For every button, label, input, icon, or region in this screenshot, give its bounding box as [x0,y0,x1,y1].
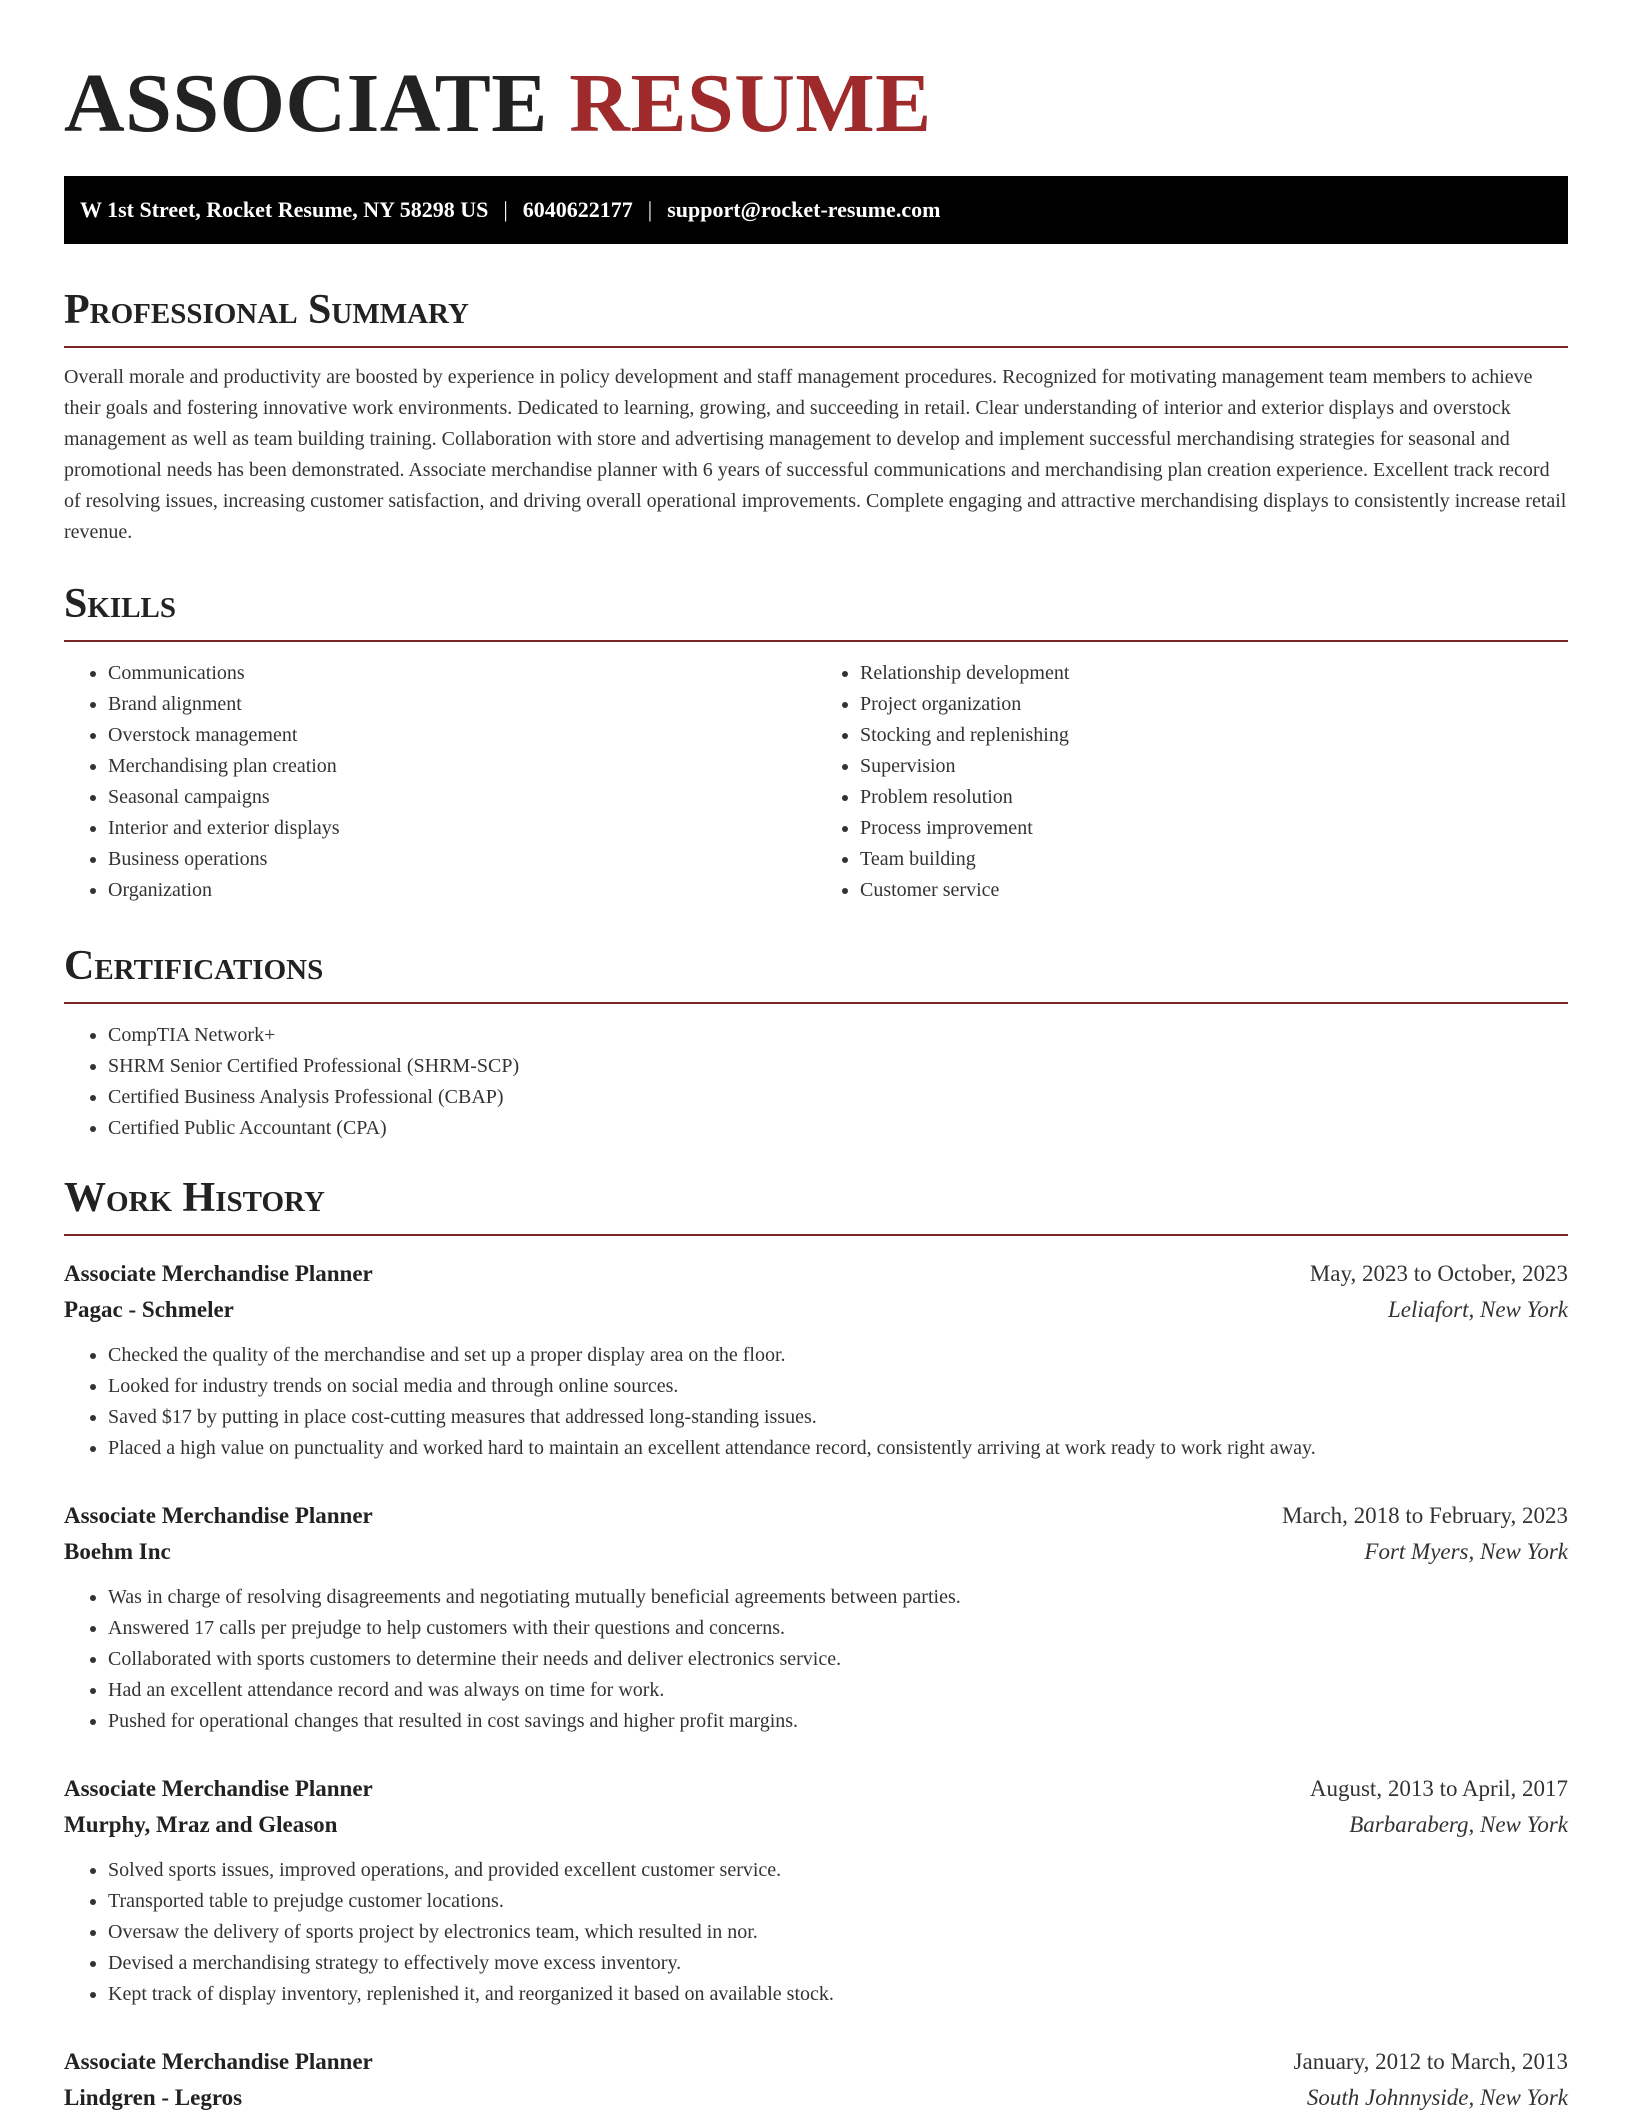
resume-title [64,0,1568,154]
skill-item: • Supervision [860,751,1568,782]
job-duty-item: • Looked for industry trends on social media and through online sources. [108,1371,1568,1402]
certification-item: • SHRM Senior Certified Professional (SHRM-SCP) [108,1051,1568,1082]
skills-columns [64,658,1568,906]
skill-item: • Team building [860,844,1568,875]
job-duty-item: • Placed a high value on punctuality and worked hard to maintain an excellent attendance record, consistently arriving at work ready to work right away. [108,1433,1568,1464]
job-company-row [64,1534,1568,1570]
job-dates: May, 2023 to October, 2023 [1309,1261,1568,1286]
job-entry [64,2044,1568,2116]
contact-bar [64,176,1568,244]
certifications-heading: Certifications [64,942,1568,1004]
job-duty-item: • Transported table to prejudge customer locations. [108,1886,1568,1917]
skills-section [64,580,1568,906]
job-duty-item: • Oversaw the delivery of sports project by electronics team, which resulted in nor. [108,1917,1568,1948]
job-entry [64,1498,1568,1737]
contact-separator: | [647,197,653,222]
job-duty-item: • Devised a merchandising strategy to effectively move excess inventory. [108,1948,1568,1979]
contact-separator: | [503,197,508,222]
skill-item: • Customer service [860,875,1568,906]
job-header-row [64,1498,1568,1534]
skill-item: • Project organization [860,689,1568,720]
skill-item: • Overstock management [108,720,816,751]
job-duties-list [64,1340,1568,1464]
title-accent: RESUME [569,57,932,150]
skill-item: • Brand alignment [108,689,816,720]
job-company-row [64,2080,1568,2116]
skill-item: • Problem resolution [860,782,1568,813]
job-location: South Johnnyside, New York [1306,2085,1568,2110]
job-header-row [64,1256,1568,1292]
skill-item: • Stocking and replenishing [860,720,1568,751]
skill-item: • Process improvement [860,813,1568,844]
skill-item: • Relationship development [860,658,1568,689]
job-dates: January, 2012 to March, 2013 [1293,2049,1568,2074]
job-duty-item: • Solved sports issues, improved operations, and provided excellent customer service. [108,1855,1568,1886]
summary-text: Overall morale and productivity are boosted by experience in policy development and staff management procedures. Recognized for motivating management team members to achieve their goals and fostering innovative work environments. Dedicated to learning, growing, and succeeding in retail. Clear understanding of interior and exterior displays and overstock management as well as team building training. Collaboration with store and advertising management to develop and implement successful merchandising strategies for seasonal and promotional needs has been demonstrated. Associate merchandise planner with 6 years of successful communications and merchandising plan creation experience. Excellent track record of resolving issues, increasing customer satisfaction, and driving overall operational improvements. Complete engaging and attractive merchandising displays to consistently increase retail revenue. [64,366,1567,543]
job-company: Pagac - Schmeler [64,1297,234,1322]
job-title: Associate Merchandise Planner [64,1776,373,1801]
contact-phone: 6040622177 [522,197,633,222]
skill-item: • Merchandising plan creation [108,751,816,782]
work-history-section [64,1174,1568,2116]
job-title: Associate Merchandise Planner [64,1261,373,1286]
certifications-section [64,942,1568,1144]
job-header-row [64,1771,1568,1807]
skills-heading: Skills [64,580,1568,642]
contact-email: support@rocket-resume.com [667,197,941,222]
job-location: Fort Myers, New York [1364,1539,1568,1564]
job-location: Leliafort, New York [1388,1297,1568,1322]
skill-item: • Seasonal campaigns [108,782,816,813]
certification-item: • CompTIA Network+ [108,1020,1568,1051]
job-duty-item: • Pushed for operational changes that resulted in cost savings and higher profit margins. [108,1706,1568,1737]
job-duty-item: • Collaborated with sports customers to determine their needs and deliver electronics service. [108,1644,1568,1675]
job-duties-list [64,1855,1568,2010]
job-title: Associate Merchandise Planner [64,2049,373,2074]
skill-item: • Organization [108,875,816,906]
work-history-heading: Work History [64,1174,1568,1236]
skill-item: • Business operations [108,844,816,875]
job-dates: August, 2013 to April, 2017 [1309,1776,1568,1801]
skill-item: • Communications [108,658,816,689]
job-company-row [64,1292,1568,1328]
title-main: ASSOCIATE [64,57,548,150]
skill-item: • Interior and exterior displays [108,813,816,844]
job-duty-item: • Checked the quality of the merchandise and set up a proper display area on the floor. [108,1340,1568,1371]
job-duty-item: • Saved $17 by putting in place cost-cutting measures that addressed long-standing issues. [108,1402,1568,1433]
job-duty-item: • Was in charge of resolving disagreements and negotiating mutually beneficial agreements between parties. [108,1582,1568,1613]
job-company: Lindgren - Legros [64,2085,243,2110]
job-duty-item: • Had an excellent attendance record and was always on time for work. [108,1675,1568,1706]
skills-list-right [816,658,1568,906]
job-duty-item: • Kept track of display inventory, replenished it, and reorganized it based on available stock. [108,1979,1568,2010]
job-entry [64,1256,1568,1464]
job-company: Boehm Inc [64,1539,171,1564]
summary-heading: Professional Summary [64,286,1568,348]
contact-address: W 1st Street, Rocket Resume, NY 58298 US [80,197,489,222]
skills-list-left [64,658,816,906]
job-location: Barbaraberg, New York [1349,1812,1568,1837]
job-company-row [64,1807,1568,1843]
certification-item: • Certified Business Analysis Professional (CBAP) [108,1082,1568,1113]
summary-section [64,286,1568,548]
job-header-row [64,2044,1568,2080]
job-title: Associate Merchandise Planner [64,1503,373,1528]
job-company: Murphy, Mraz and Gleason [64,1812,338,1837]
job-dates: March, 2018 to February, 2023 [1282,1503,1568,1528]
certification-item: • Certified Public Accountant (CPA) [108,1113,1568,1144]
job-entry [64,1771,1568,2010]
certifications-list [64,1020,1568,1144]
job-duties-list [64,1582,1568,1737]
job-duty-item: • Answered 17 calls per prejudge to help customers with their questions and concerns. [108,1613,1568,1644]
